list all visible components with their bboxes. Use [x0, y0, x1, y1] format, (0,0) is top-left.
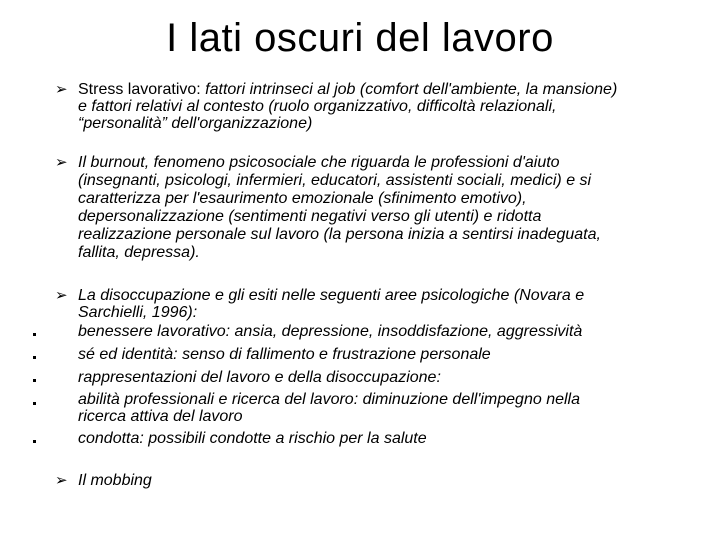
bullet-burnout-line: Il burnout, fenomeno psicosociale che riguarda le professioni d'aiuto [78, 154, 560, 171]
sub-item: benessere lavorativo: ansia, depressione, insoddisfazione, aggressività [78, 323, 583, 340]
bullet-burnout-line: caratterizza per l'esaurimento emozionale (sfinimento emotivo), [78, 190, 527, 207]
bullet-lead: Stress lavorativo: [78, 81, 206, 98]
square-bullet-icon [33, 402, 36, 405]
sub-item: condotta: possibili condotte a rischio per la salute [78, 430, 427, 447]
arrow-bullet-icon: ➢ [55, 81, 68, 98]
bullet-burnout-line: depersonalizzazione (sentimenti negativi verso gli utenti) e ridotta [78, 208, 542, 225]
arrow-bullet-icon: ➢ [55, 472, 68, 489]
bullet-stress-line: e fattori relativi al contesto (ruolo organizzativo, difficoltà relazionali, [78, 98, 557, 115]
sub-item: sé ed identità: senso di fallimento e frustrazione personale [78, 346, 491, 363]
bullet-stress-line: Stress lavorativo: fattori intrinseci al job (comfort dell'ambiente, la mansione) [78, 81, 618, 98]
square-bullet-icon [33, 356, 36, 359]
bullet-burnout-line: (insegnanti, psicologi, infermieri, educatori, assistenti sociali, medici) e si [78, 172, 592, 189]
bullet-burnout-line: realizzazione personale sul lavoro (la persona inizia a sentirsi inadeguata, [78, 226, 601, 243]
bullet-mobbing: Il mobbing [78, 472, 152, 489]
arrow-bullet-icon: ➢ [55, 287, 68, 304]
arrow-bullet-icon: ➢ [55, 154, 68, 171]
bullet-stress-line: “personalità” dell'organizzazione) [78, 115, 313, 132]
square-bullet-icon [33, 333, 36, 336]
sub-item: ricerca attiva del lavoro [78, 408, 243, 425]
square-bullet-icon [33, 440, 36, 443]
bullet-disoccupazione-line: La disoccupazione e gli esiti nelle seguenti aree psicologiche (Novara e [78, 287, 585, 304]
square-bullet-icon [33, 379, 36, 382]
slide-title: I lati oscuri del lavoro [166, 16, 554, 60]
bullet-disoccupazione-line: Sarchielli, 1996): [78, 304, 198, 321]
sub-item: rappresentazioni del lavoro e della disoccupazione: [78, 369, 441, 386]
sub-item: abilità professionali e ricerca del lavoro: diminuzione dell'impegno nella [78, 391, 580, 408]
bullet-burnout-line: fallita, depressa). [78, 244, 200, 261]
